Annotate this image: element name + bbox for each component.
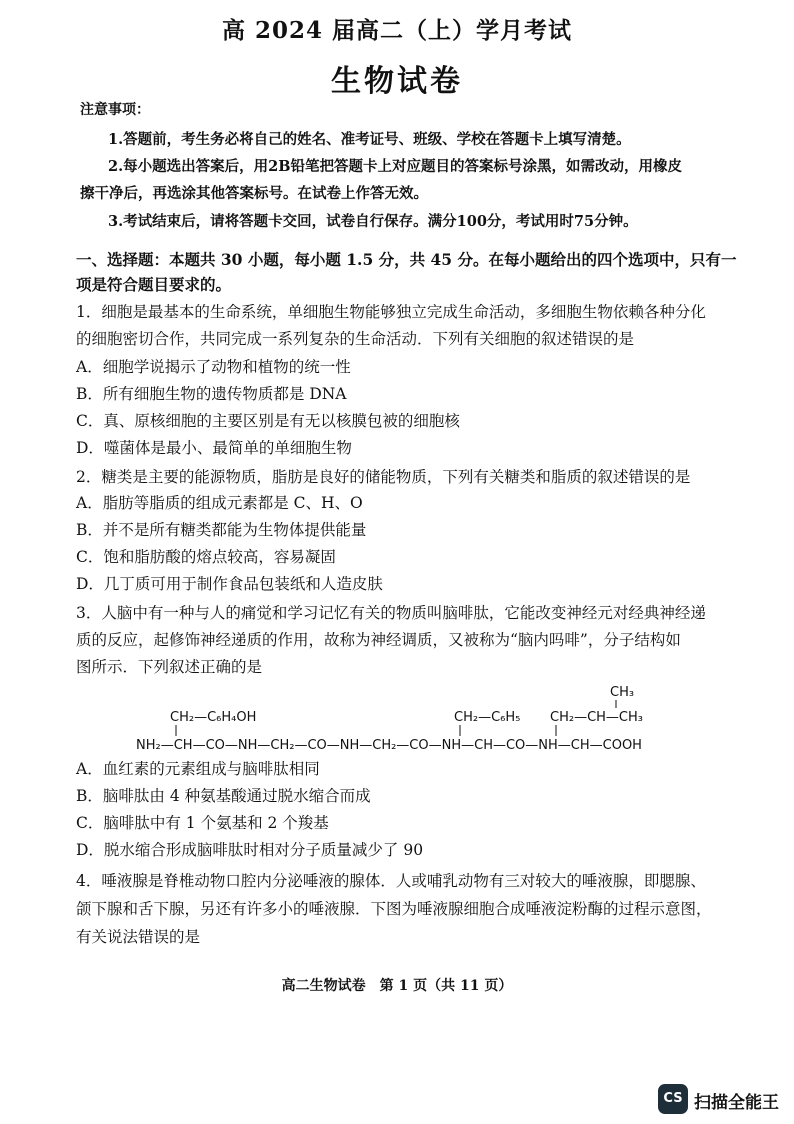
- q1-stem: 1．细胞是最基本的生命系统，单细胞生物能够独立完成生命活动，多细胞生物依赖各种分化: [76, 303, 706, 321]
- q2-option-d: D．几丁质可用于制作食品包装纸和人造皮肤: [76, 575, 383, 593]
- q1-option-a: A．细胞学说揭示了动物和植物的统一性: [76, 358, 351, 376]
- r5-side-chain: CH₂—CH—CH₃: [550, 710, 643, 725]
- enkephalin-structure: [130, 678, 650, 756]
- q4-stem-cont: 颌下腺和舌下腺，另还有许多小的唾液腺．下图为唾液腺细胞合成唾液淀粉酶的过程示意图，: [76, 900, 712, 918]
- q3-option-d: D．脱水缩合形成脑啡肽时相对分子质量减少了 90: [76, 841, 424, 859]
- main-chain: NH₂—CH—CO—NH—CH₂—CO—NH—CH₂—CO—NH—CH—CO—NH—CH—COOH: [136, 738, 642, 753]
- q3-stem-cont-2: 图所示．下列叙述正确的是: [76, 658, 263, 676]
- q1-option-d: D．噬菌体是最小、最简单的单细胞生物: [76, 439, 352, 457]
- camscanner-watermark: 扫描全能王: [694, 1093, 779, 1113]
- note-item-1: 1.答题前，考生务必将自己的姓名、准考证号、班级、学校在答题卡上填写清楚。: [108, 131, 631, 148]
- q2-stem: 2．糖类是主要的能源物质，脂肪是良好的储能物质，下列有关糖类和脂质的叙述错误的是: [76, 468, 691, 486]
- note-item-2: 2.每小题选出答案后，用2B铅笔把答题卡上对应题目的答案标号涂黑，如需改动，用橡皮: [108, 158, 682, 175]
- r5-top-group: CH₃: [610, 685, 635, 700]
- note-item-3: 3.考试结束后，请将答题卡交回，试卷自行保存。满分100分，考试用时75分钟。: [108, 213, 638, 230]
- r1-side-chain: CH₂—C₆H₄OH: [170, 710, 257, 725]
- section-heading-cont: 项是符合题目要求的。: [76, 275, 232, 294]
- q3-stem: 3．人脑中有一种与人的痛觉和学习记忆有关的物质叫脑啡肽，它能改变神经元对经典神经递: [76, 604, 706, 622]
- q1-option-b: B．所有细胞生物的遗传物质都是 DNA: [76, 385, 347, 403]
- q3-option-a: A．血红素的元素组成与脑啡肽相同: [76, 760, 320, 778]
- subject-title: 生物试卷: [331, 64, 463, 99]
- q3-stem-cont: 质的反应，起修饰神经递质的作用，故称为神经调质，又被称为“脑内吗啡”，分子结构如: [76, 631, 681, 649]
- camscanner-logo: CS: [658, 1084, 688, 1114]
- exam-title: 高 2024 届高二（上）学月考试: [221, 17, 573, 44]
- note-item-2-cont: 擦干净后，再选涂其他答案标号。在试卷上作答无效。: [80, 185, 428, 202]
- q2-option-c: C．饱和脂肪酸的熔点较高，容易凝固: [76, 548, 336, 566]
- r4-side-chain: CH₂—C₆H₅: [454, 710, 521, 725]
- q3-option-b: B．脑啡肽由 4 种氨基酸通过脱水缩合而成: [76, 787, 371, 805]
- notes-heading: 注意事项：: [80, 102, 150, 118]
- q2-option-b: B．并不是所有糖类都能为生物体提供能量: [76, 521, 367, 539]
- q3-option-c: C．脑啡肽中有 1 个氨基和 2 个羧基: [76, 814, 329, 832]
- page-footer: 高二生物试卷 第 1 页（共 11 页）: [281, 978, 513, 994]
- q4-stem: 4．唾液腺是脊椎动物口腔内分泌唾液的腺体．人或哺乳动物有三对较大的唾液腺，即腮腺、: [76, 872, 706, 890]
- q1-option-c: C．真、原核细胞的主要区别是有无以核膜包被的细胞核: [76, 412, 460, 430]
- q1-stem-cont: 的细胞密切合作，共同完成一系列复杂的生命活动．下列有关细胞的叙述错误的是: [76, 330, 635, 348]
- q2-option-a: A．脂肪等脂质的组成元素都是 C、H、O: [76, 494, 363, 512]
- section-heading: 一、选择题：本题共 30 小题，每小题 1.5 分，共 45 分。在每小题给出的四个选项中，只有一: [76, 250, 737, 269]
- q4-stem-cont-2: 有关说法错误的是: [76, 928, 201, 946]
